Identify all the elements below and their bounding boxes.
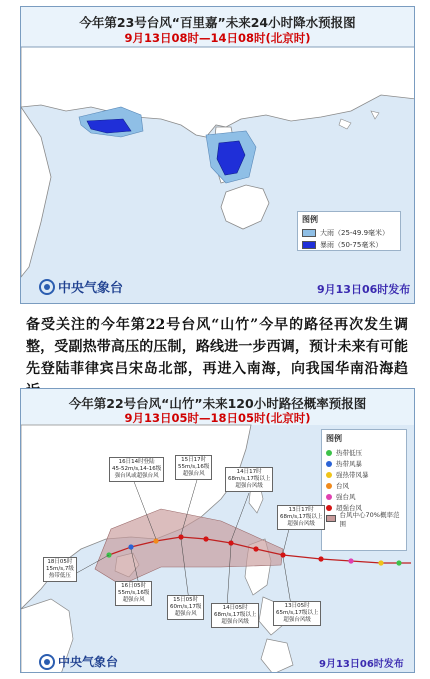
cma-logo-icon xyxy=(39,279,55,295)
map1-legend-title: 图例 xyxy=(302,215,318,224)
map2-legend xyxy=(321,429,407,551)
map1-legend xyxy=(297,211,401,251)
logo-text: 中央气象台 xyxy=(58,281,124,296)
forecast-annotation: 13日17时 68m/s,17级以上 超强台风级 xyxy=(277,505,325,530)
legend-label: 强台风 xyxy=(336,493,356,501)
legend-item-rainstorm xyxy=(302,239,396,251)
legend-item xyxy=(326,491,402,502)
sty-dot-icon xyxy=(326,494,332,500)
article-paragraph: 备受关注的今年第22号台风“山竹”今早的路径再次发生调整，受副热带高压的压制，路线进一步西调，预计未来有可能先登陆菲律宾吕宋岛北部，再进入南海，向我国华南沿海趋 xyxy=(26,317,408,377)
forecast-annotation: 15日17时 55m/s,16级 超强台风 xyxy=(175,455,212,480)
legend-label: 暴雨（50-75毫米） xyxy=(320,241,383,249)
forecast-annotation: 15日05时 60m/s,17级 超强台风 xyxy=(167,595,204,620)
legend-label: 强热带风暴 xyxy=(336,471,369,479)
map1-subtitle: 9月13日08时—14日08时(北京时) xyxy=(124,31,311,45)
rainstorm-swatch xyxy=(302,241,316,249)
heavy-rain-swatch xyxy=(302,229,316,237)
forecast-annotation: 13日05时 65m/s,17级以上 超强台风级 xyxy=(273,601,321,626)
forecast-annotation: 14日05时 68m/s,17级以上 超强台风级 xyxy=(211,603,259,628)
legend-label: 超强台风 xyxy=(336,504,362,512)
super-ty-dot-icon xyxy=(326,505,332,511)
legend-item-heavy-rain xyxy=(302,227,396,239)
map2-title: 今年第22号台风“山竹”未来120小时路径概率预报图 xyxy=(68,396,367,411)
legend-label: 台风 xyxy=(336,482,349,490)
sts-dot-icon xyxy=(326,472,332,478)
ty-dot-icon xyxy=(326,483,332,489)
legend-label: 热带低压 xyxy=(336,449,362,457)
forecast-annotation: 14日17时 68m/s,17级以上 超强台风级 xyxy=(225,467,273,492)
legend-label: 台风中心70%概率范围 xyxy=(339,510,400,528)
legend-item xyxy=(326,447,402,458)
forecast-annotation: 16日05时 55m/s,16级 超强台风 xyxy=(115,581,152,606)
cma-logo-icon xyxy=(39,654,55,670)
legend-item xyxy=(326,510,402,528)
ts-dot-icon xyxy=(326,461,332,467)
map2-subtitle: 9月13日05时—18日05时(北京时) xyxy=(124,411,311,425)
map2-legend-title: 图例 xyxy=(326,434,342,443)
legend-item xyxy=(326,480,402,491)
typhoon-track-map xyxy=(20,388,415,673)
td-dot-icon xyxy=(326,450,332,456)
map1-title: 今年第23号台风“百里嘉”未来24小时降水预报图 xyxy=(79,15,356,30)
rainfall-map-graphic xyxy=(21,7,415,304)
legend-label: 热带风暴 xyxy=(336,460,362,468)
forecast-annotation: 18日05时 15m/s,7级 热带低压 xyxy=(43,557,77,582)
legend-label: 大雨（25-49.9毫米） xyxy=(320,229,390,237)
forecast-annotation: 16日14时登陆 45-52m/s,14-16级 强台风或超强台风 xyxy=(109,457,164,482)
map1-issue-time: 9月13日06时发布 xyxy=(317,283,411,296)
map2-logo xyxy=(39,653,118,670)
rainfall-forecast-map xyxy=(20,6,415,304)
legend-item xyxy=(326,469,402,480)
legend-item xyxy=(326,458,402,469)
cone-swatch xyxy=(326,515,336,522)
map2-issue-time: 9月13日06时发布 xyxy=(319,659,404,670)
logo-text: 中央气象台 xyxy=(58,655,119,669)
map1-logo xyxy=(39,277,123,296)
